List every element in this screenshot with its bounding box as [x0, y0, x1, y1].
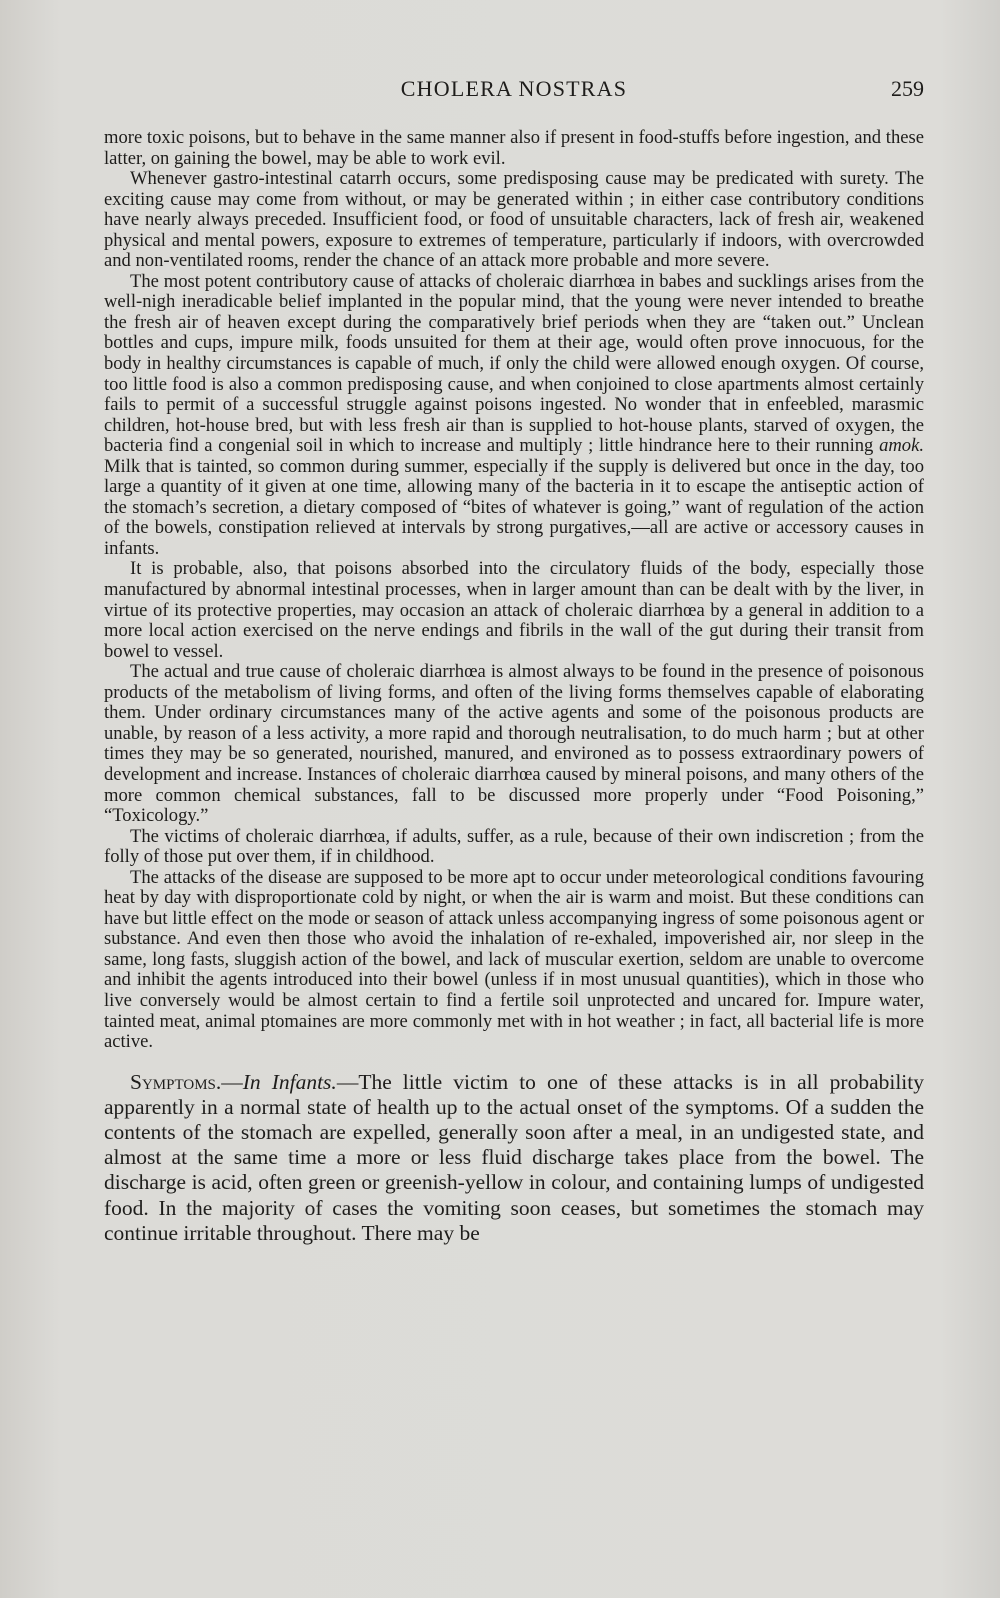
body-text — [104, 128, 924, 1246]
paragraph-absorbed-poisons: It is probable, also, that poisons absorbed into the circulatory fluids of the body, especially those manufactured by abnormal intestinal processes, when in larger amount than can be dealt with by the liver, in virtue of its protective properties, may occasion an attack of choleraic diarrhœa by a general in addition to a more local action exercised on the nerve endings and fibrils in the wall of the gut during their transit from bowel to vessel. — [104, 558, 924, 662]
paragraph-predisposing-cause: Whenever gastro-intestinal catarrh occurs, some predisposing cause may be predicated with surety. The exciting cause may come from without, or may be generated within ; in either case contributory conditions have nearly always preceded. Insufficient food, or food of unsuitable characters, lack of fresh air, weakened physical and mental powers, exposure to extremes of temperature, particularly if indoors, with overcrowded and non-ventilated rooms, render the chance of an attack more probable and more severe. — [104, 168, 924, 272]
symptoms-dash-2: — — [336, 1069, 359, 1094]
paragraph-true-cause: The actual and true cause of choleraic diarrhœa is almost always to be found in the presence of poisonous products of the metabolism of living forms, and often of the living forms themselves capable of elaborating them. Under ordinary circumstances many of the active agents and some of the poisonous products are unable, by reason of a less activity, a more rapid and thorough neutralisation, to do much harm ; but at other times they may be so generated, nourished, manured, and environed as to possess extraordinary powers of development and increase. Instances of choleraic diarrhœa caused by mineral poisons, and many others of the more common chemical substances, fall to be discussed more properly under “Food Poisoning,” “Toxicology.” — [104, 661, 924, 827]
paragraph-meteorological: The attacks of the disease are supposed to be more apt to occur under meteorological conditions favouring heat by day with disproportionate cold by night, or when the air is warm and moist. But these conditions can have but little effect on the mode or season of attack unless accompanying ingress of some poisonous agent or substance. And even then those who avoid the inhalation of re-exhaled, impoverished air, nor sleep in the same, long fasts, sluggish action of the bowel, and lack of muscular exertion, seldom are unable to overcome and inhibit the agents introduced into their bowel (unless if in most unusual quantities), which in those who live conversely would be almost certain to find a fertile soil unprotected and uncared for. Impure water, tainted meat, animal ptomaines are more commonly met with in hot weather ; in fact, all bacterial life is more active. — [104, 866, 924, 1053]
amok-italic: amok. — [879, 435, 924, 457]
page-number: 259 — [891, 76, 924, 101]
symptoms-subheading: In Infants. — [242, 1069, 337, 1094]
symptoms-text: The little victim to one of these attacks is in all probability apparently in a normal state of health up to the actual onset of the symptoms. Of a sudden the contents of the stomach are expelled, generally soon after a meal, in an undigested state, and almost at the same time a more or less fluid discharge takes place from the bowel. The discharge is acid, often green or greenish-yellow in colour, and containing lumps of undigested food. In the majority of cases the vomiting soon ceases, but sometimes the stomach may continue irritable throughout. There may be — [104, 1069, 924, 1245]
contributory-cause-text: The most potent contributory cause of attacks of choleraic diarrhœa in babes and sucklings arises from the well-nigh ineradicable belief implanted in the popular mind, that the young were never intended to breathe the fresh air of heaven except during the comparatively brief periods when they are “taken out.” Unclean bottles and cups, impure milk, foods unsuited for them at their age, would often prove innocuous, for the body in healthy circumstances is capable of much, if only the child were allowed enough oxygen. Of course, too little food is also a common predisposing cause, and when conjoined to close apartments almost certainly fails to permit of a successful struggle against poisons ingested. No wonder that in enfeebled, marasmic children, hot-house bred, but with less fresh air than is supplied to hot-house plants, starved of oxygen, the bacteria find a congenial soil in which to increase and multiply ; little hindrance here to their running — [104, 270, 924, 457]
paragraph-continuation: more toxic poisons, but to behave in the same manner also if present in food-stuffs before ingestion, and these latter, on gaining the bowel, may be able to work evil. — [104, 127, 924, 169]
running-head: CHOLERA NOSTRAS — [400, 76, 628, 101]
page-header — [104, 76, 924, 106]
paragraph-contributory-cause — [104, 272, 924, 560]
symptoms-heading: Symptoms. — [130, 1069, 222, 1094]
symptoms-dash: — — [221, 1069, 243, 1094]
paragraph-victims: The victims of choleraic diarrhœa, if adults, suffer, as a rule, because of their own indiscretion ; from the folly of those put over them, if in childhood. — [104, 825, 924, 868]
paragraph-symptoms — [104, 1070, 924, 1246]
contributory-cause-text-continued: Milk that is tainted, so common during summer, especially if the supply is delivered but once in the day, too large a quantity of it given at one time, allowing many of the bacteria in it to escape the antiseptic action of the stomach’s secretion, a dietary composed of “bites of whatever is going,” want of regulation of the action of the bowels, constipation relieved at intervals by strong purgatives,—all are active or accessory causes in infants. — [104, 455, 924, 559]
